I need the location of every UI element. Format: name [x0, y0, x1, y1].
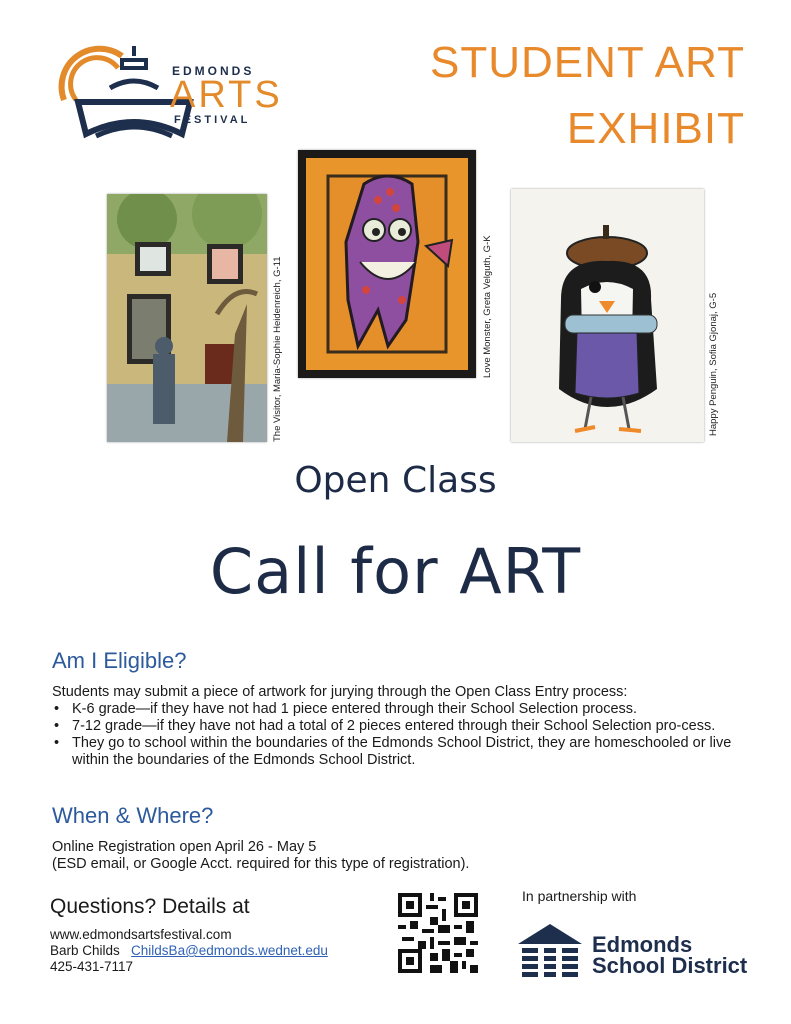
logo-text-festival: FESTIVAL — [174, 114, 251, 126]
logo-text-edmonds: EDMONDS — [172, 64, 255, 78]
qr-code[interactable] — [398, 893, 478, 973]
eligibility-item: • K-6 grade—if they have not had 1 piece entered through their School Selection process. — [72, 701, 752, 718]
call-for-art-heading: Call for ART — [209, 535, 582, 608]
logo-text-arts: ARTS — [170, 74, 283, 116]
artwork-happy-penguin — [511, 189, 704, 442]
edmonds-school-district-logo — [518, 922, 758, 982]
registration-dates: Online Registration open April 26 - May 5 — [52, 839, 317, 855]
school-district-emblem — [518, 922, 582, 978]
open-class-heading: Open Class — [294, 460, 497, 501]
partnership-label: In partnership with — [522, 888, 637, 904]
eligibility-item: • 7-12 grade—if they have not had a total of 2 pieces entered through their School Selection pro-cess. — [72, 718, 752, 735]
eligibility-heading: Am I Eligible? — [52, 648, 187, 673]
when-where-section — [52, 803, 752, 873]
artwork-love-monster — [298, 150, 476, 378]
registration-requirement: (ESD email, or Google Acct. required for this type of registration). — [52, 856, 470, 872]
artwork-caption-love-monster: Love Monster, Greta Velguth, G-K — [482, 235, 493, 378]
edmonds-arts-festival-logo — [52, 38, 292, 158]
page-title-line-1: STUDENT ART — [430, 38, 745, 87]
when-where-heading: When & Where? — [52, 803, 214, 828]
artwork-the-visitor — [107, 194, 267, 442]
school-district-name-line-2: School District — [592, 953, 748, 978]
page-title-line-2: EXHIBIT — [566, 104, 745, 153]
website-link[interactable]: www.edmondsartsfestival.com — [50, 927, 232, 942]
contact-phone: 425-431-7117 — [50, 959, 134, 974]
questions-heading: Questions? Details at — [50, 895, 250, 918]
school-district-name-line-1: Edmonds — [592, 932, 693, 957]
contact-name: Barb Childs — [50, 943, 120, 958]
questions-section — [50, 895, 390, 975]
eligibility-section — [52, 648, 752, 769]
eligibility-item: • They go to school within the boundaries of the Edmonds School District, they are homeschooled or live within the boundaries of the Edmonds School District. — [72, 735, 752, 769]
contact-line — [50, 943, 390, 959]
artwork-caption-the-visitor: The Visitor, Maria-Sophie Heidenreich, G-11 — [272, 256, 283, 442]
eligibility-intro: Students may submit a piece of artwork for jurying through the Open Class Entry process: — [52, 684, 628, 700]
artwork-caption-happy-penguin: Happy Penguin, Sofia Gjonaj, G-5 — [708, 292, 719, 436]
contact-email-link[interactable]: ChildsBa@edmonds.wednet.edu — [131, 943, 328, 958]
eligibility-list — [52, 701, 752, 769]
